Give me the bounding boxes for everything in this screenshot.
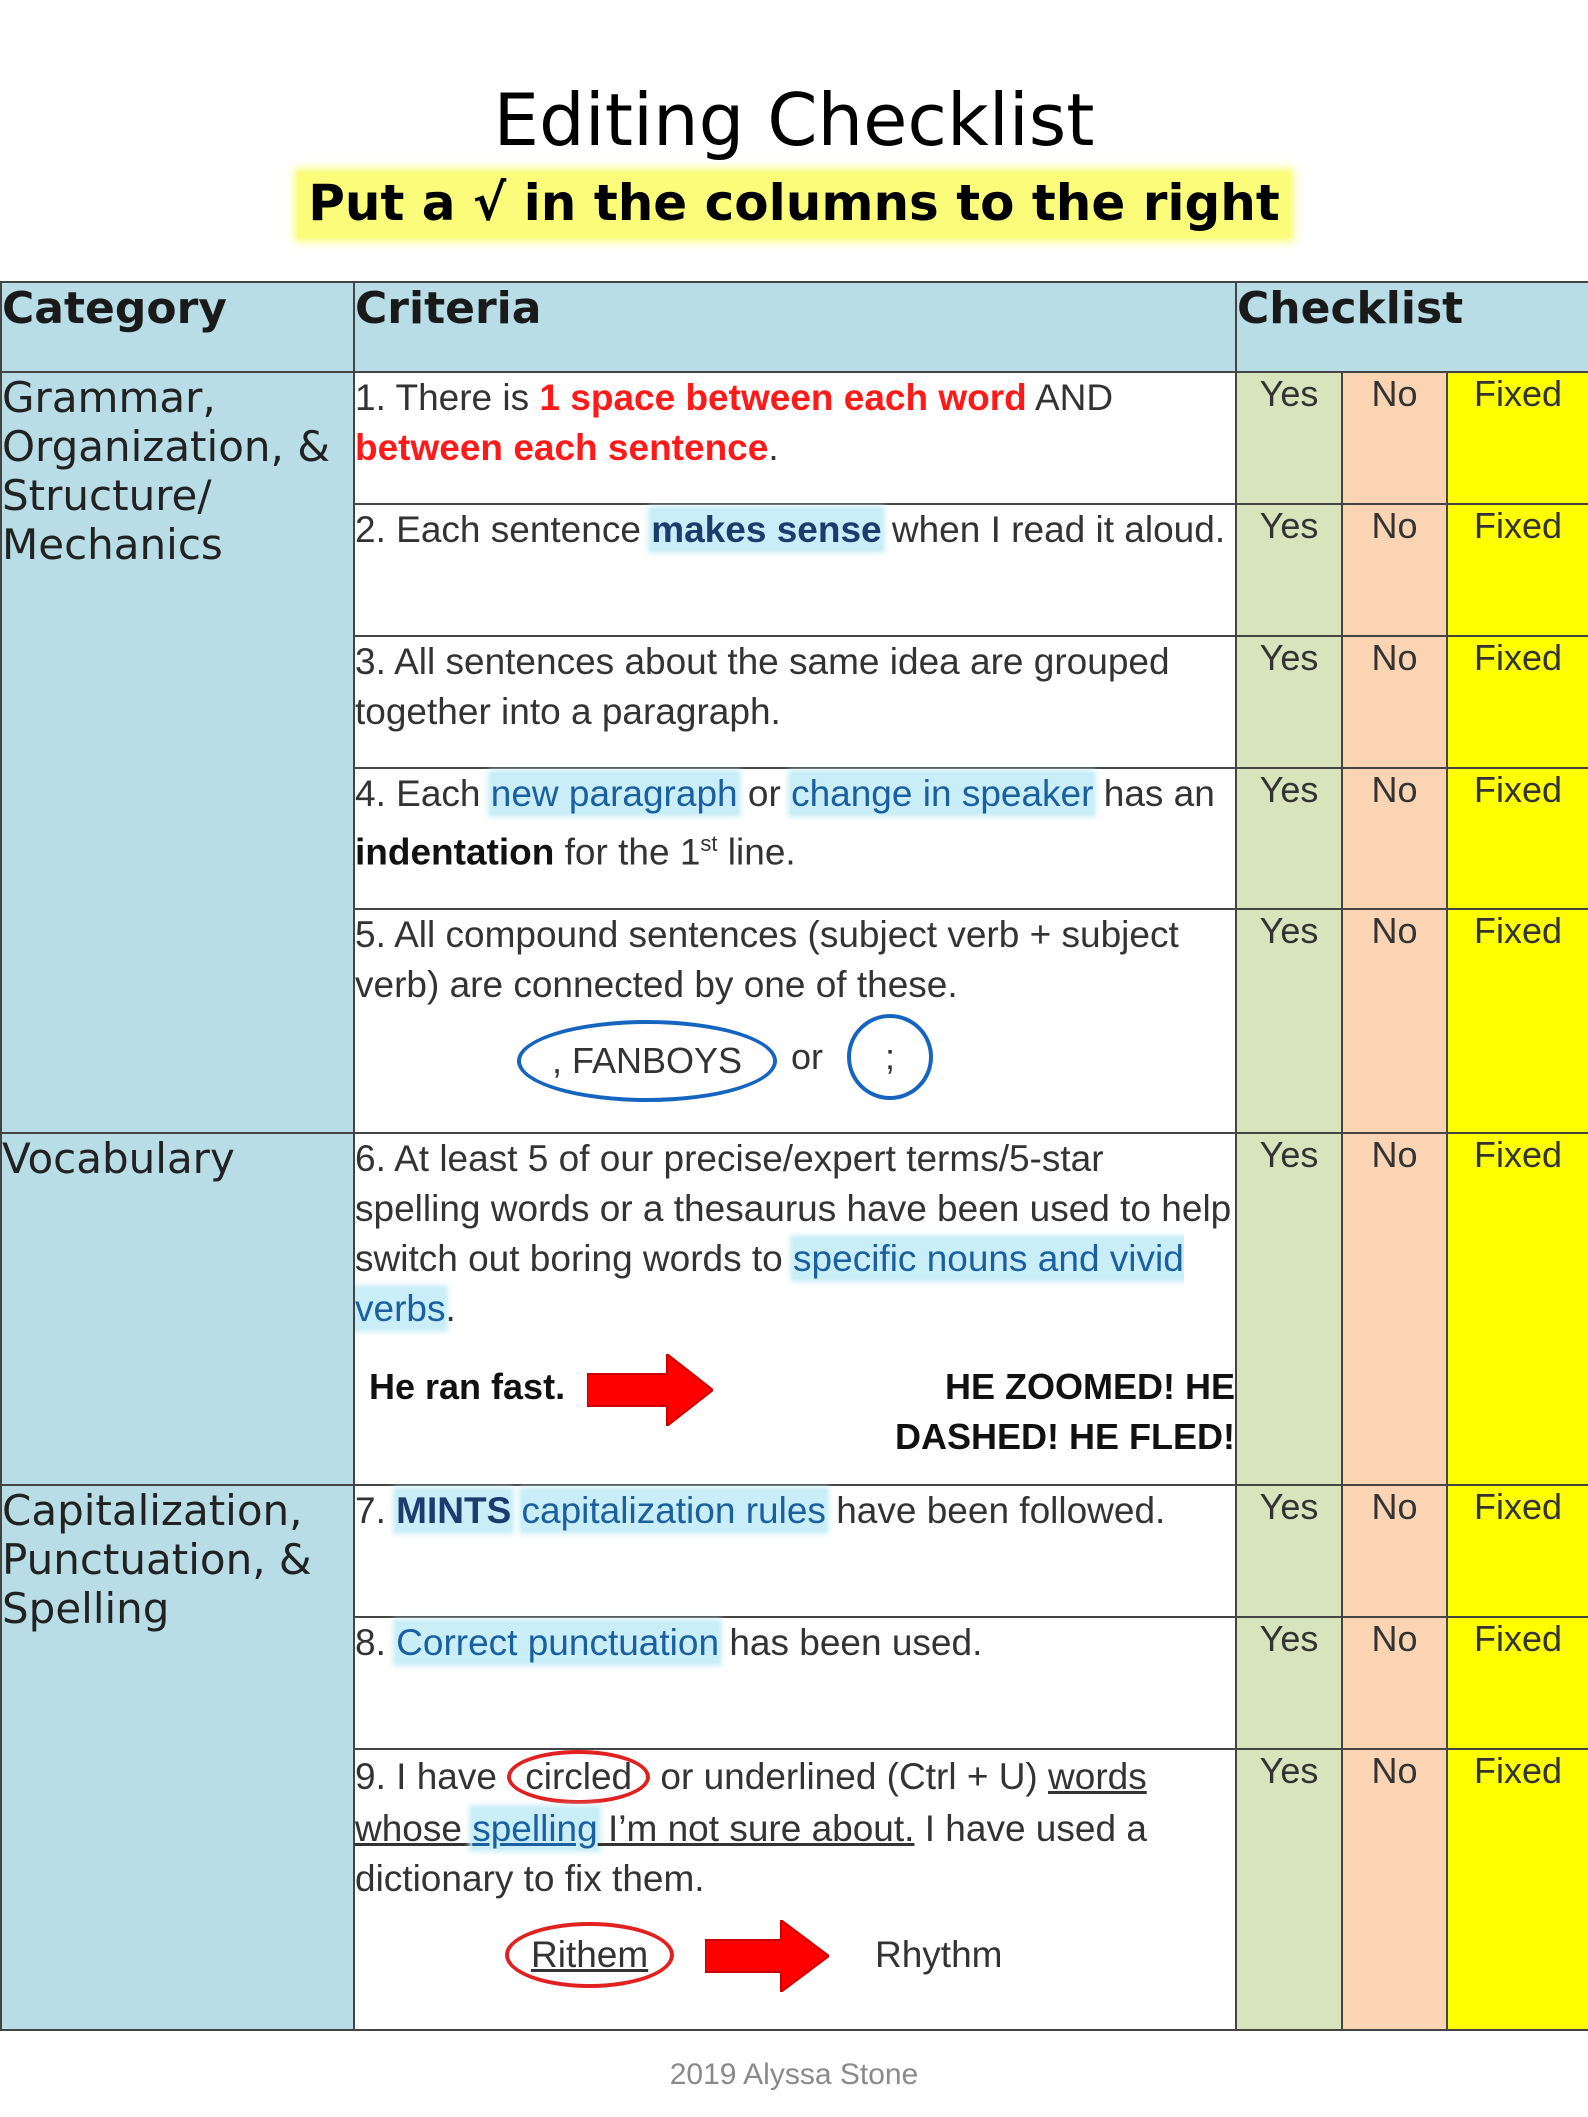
yes-cell[interactable]: Yes xyxy=(1236,372,1342,504)
category-capitalization: Capitalization, Punctuation, & Spelling xyxy=(1,1485,354,2030)
criteria-3: 3. All sentences about the same idea are grouped together into a paragraph. xyxy=(354,636,1236,768)
misspelled-word: Rithem xyxy=(505,1922,674,1988)
fanboys-oval: , FANBOYS xyxy=(517,1020,777,1102)
yes-cell[interactable]: Yes xyxy=(1236,1485,1342,1617)
fixed-cell[interactable]: Fixed xyxy=(1447,1617,1588,1749)
right-arrow-icon xyxy=(587,1354,713,1426)
example-row xyxy=(355,1334,1235,1464)
fixed-cell[interactable]: Fixed xyxy=(1447,909,1588,1133)
criteria-4: 4. Each new paragraph or change in speaker has an indentation for the 1st line. xyxy=(354,768,1236,909)
circled-word: circled xyxy=(507,1750,650,1804)
fixed-cell[interactable]: Fixed xyxy=(1447,1749,1588,2030)
yes-cell[interactable]: Yes xyxy=(1236,768,1342,909)
page-title: Editing Checklist xyxy=(493,78,1095,162)
no-cell[interactable]: No xyxy=(1342,909,1447,1133)
fixed-cell[interactable]: Fixed xyxy=(1447,636,1588,768)
header-criteria: Criteria xyxy=(354,282,1236,372)
criteria-6: 6. At least 5 of our precise/expert terms/5-star spelling words or a thesaurus have been used to help switch out boring words to specific nouns and vivid verbs. He ran fast. HE ZOOMED! HE DASHED! HE FLED! xyxy=(354,1133,1236,1485)
criteria-1: 1. There is 1 space between each word AND between each sentence. xyxy=(354,372,1236,504)
no-cell[interactable]: No xyxy=(1342,1749,1447,2030)
criteria-9: 9. I have circled or underlined (Ctrl + U) words whose spelling I’m not sure about. I have used a dictionary to fix them. Rithem Rhythm xyxy=(354,1749,1236,2030)
criteria-7: 7. MINTS capitalization rules have been followed. xyxy=(354,1485,1236,1617)
yes-cell[interactable]: Yes xyxy=(1236,1749,1342,2030)
yes-cell[interactable]: Yes xyxy=(1236,636,1342,768)
example-before: He ran fast. xyxy=(369,1366,566,1407)
category-vocabulary: Vocabulary xyxy=(1,1133,354,1485)
no-cell[interactable]: No xyxy=(1342,504,1447,636)
table-row xyxy=(1,372,1588,504)
corrected-word: Rhythm xyxy=(875,1934,1003,1975)
yes-cell[interactable]: Yes xyxy=(1236,909,1342,1133)
criteria-5: 5. All compound sentences (subject verb + subject verb) are connected by one of these. , FANBOYS or ; xyxy=(354,909,1236,1133)
example-after: HE ZOOMED! HE DASHED! HE FLED! xyxy=(895,1366,1235,1457)
category-grammar: Grammar, Organization, & Structure/ Mechanics xyxy=(1,372,354,1133)
header-checklist: Checklist xyxy=(1236,282,1588,372)
header-category: Category xyxy=(1,282,354,372)
yes-cell[interactable]: Yes xyxy=(1236,504,1342,636)
no-cell[interactable]: No xyxy=(1342,1617,1447,1749)
right-arrow-icon xyxy=(705,1920,829,1992)
checklist-table xyxy=(0,281,1588,2031)
fixed-cell[interactable]: Fixed xyxy=(1447,1485,1588,1617)
yes-cell[interactable]: Yes xyxy=(1236,1617,1342,1749)
fixed-cell[interactable]: Fixed xyxy=(1447,768,1588,909)
footer-credit: 2019 Alyssa Stone xyxy=(669,2058,919,2091)
no-cell[interactable]: No xyxy=(1342,768,1447,909)
no-cell[interactable]: No xyxy=(1342,1133,1447,1485)
yes-cell[interactable]: Yes xyxy=(1236,1133,1342,1485)
criteria-8: 8. Correct punctuation has been used. xyxy=(354,1617,1236,1749)
semicolon-circle: ; xyxy=(847,1014,933,1100)
fixed-cell[interactable]: Fixed xyxy=(1447,1133,1588,1485)
table-row xyxy=(1,1485,1588,1617)
subtitle-instruction: Put a √ in the columns to the right xyxy=(298,172,1290,238)
or-label: or xyxy=(791,1036,824,1077)
fixed-cell[interactable]: Fixed xyxy=(1447,372,1588,504)
table-row xyxy=(1,1133,1588,1485)
no-cell[interactable]: No xyxy=(1342,636,1447,768)
fixed-cell[interactable]: Fixed xyxy=(1447,504,1588,636)
no-cell[interactable]: No xyxy=(1342,1485,1447,1617)
criteria-2: 2. Each sentence makes sense when I read it aloud. xyxy=(354,504,1236,636)
no-cell[interactable]: No xyxy=(1342,372,1447,504)
